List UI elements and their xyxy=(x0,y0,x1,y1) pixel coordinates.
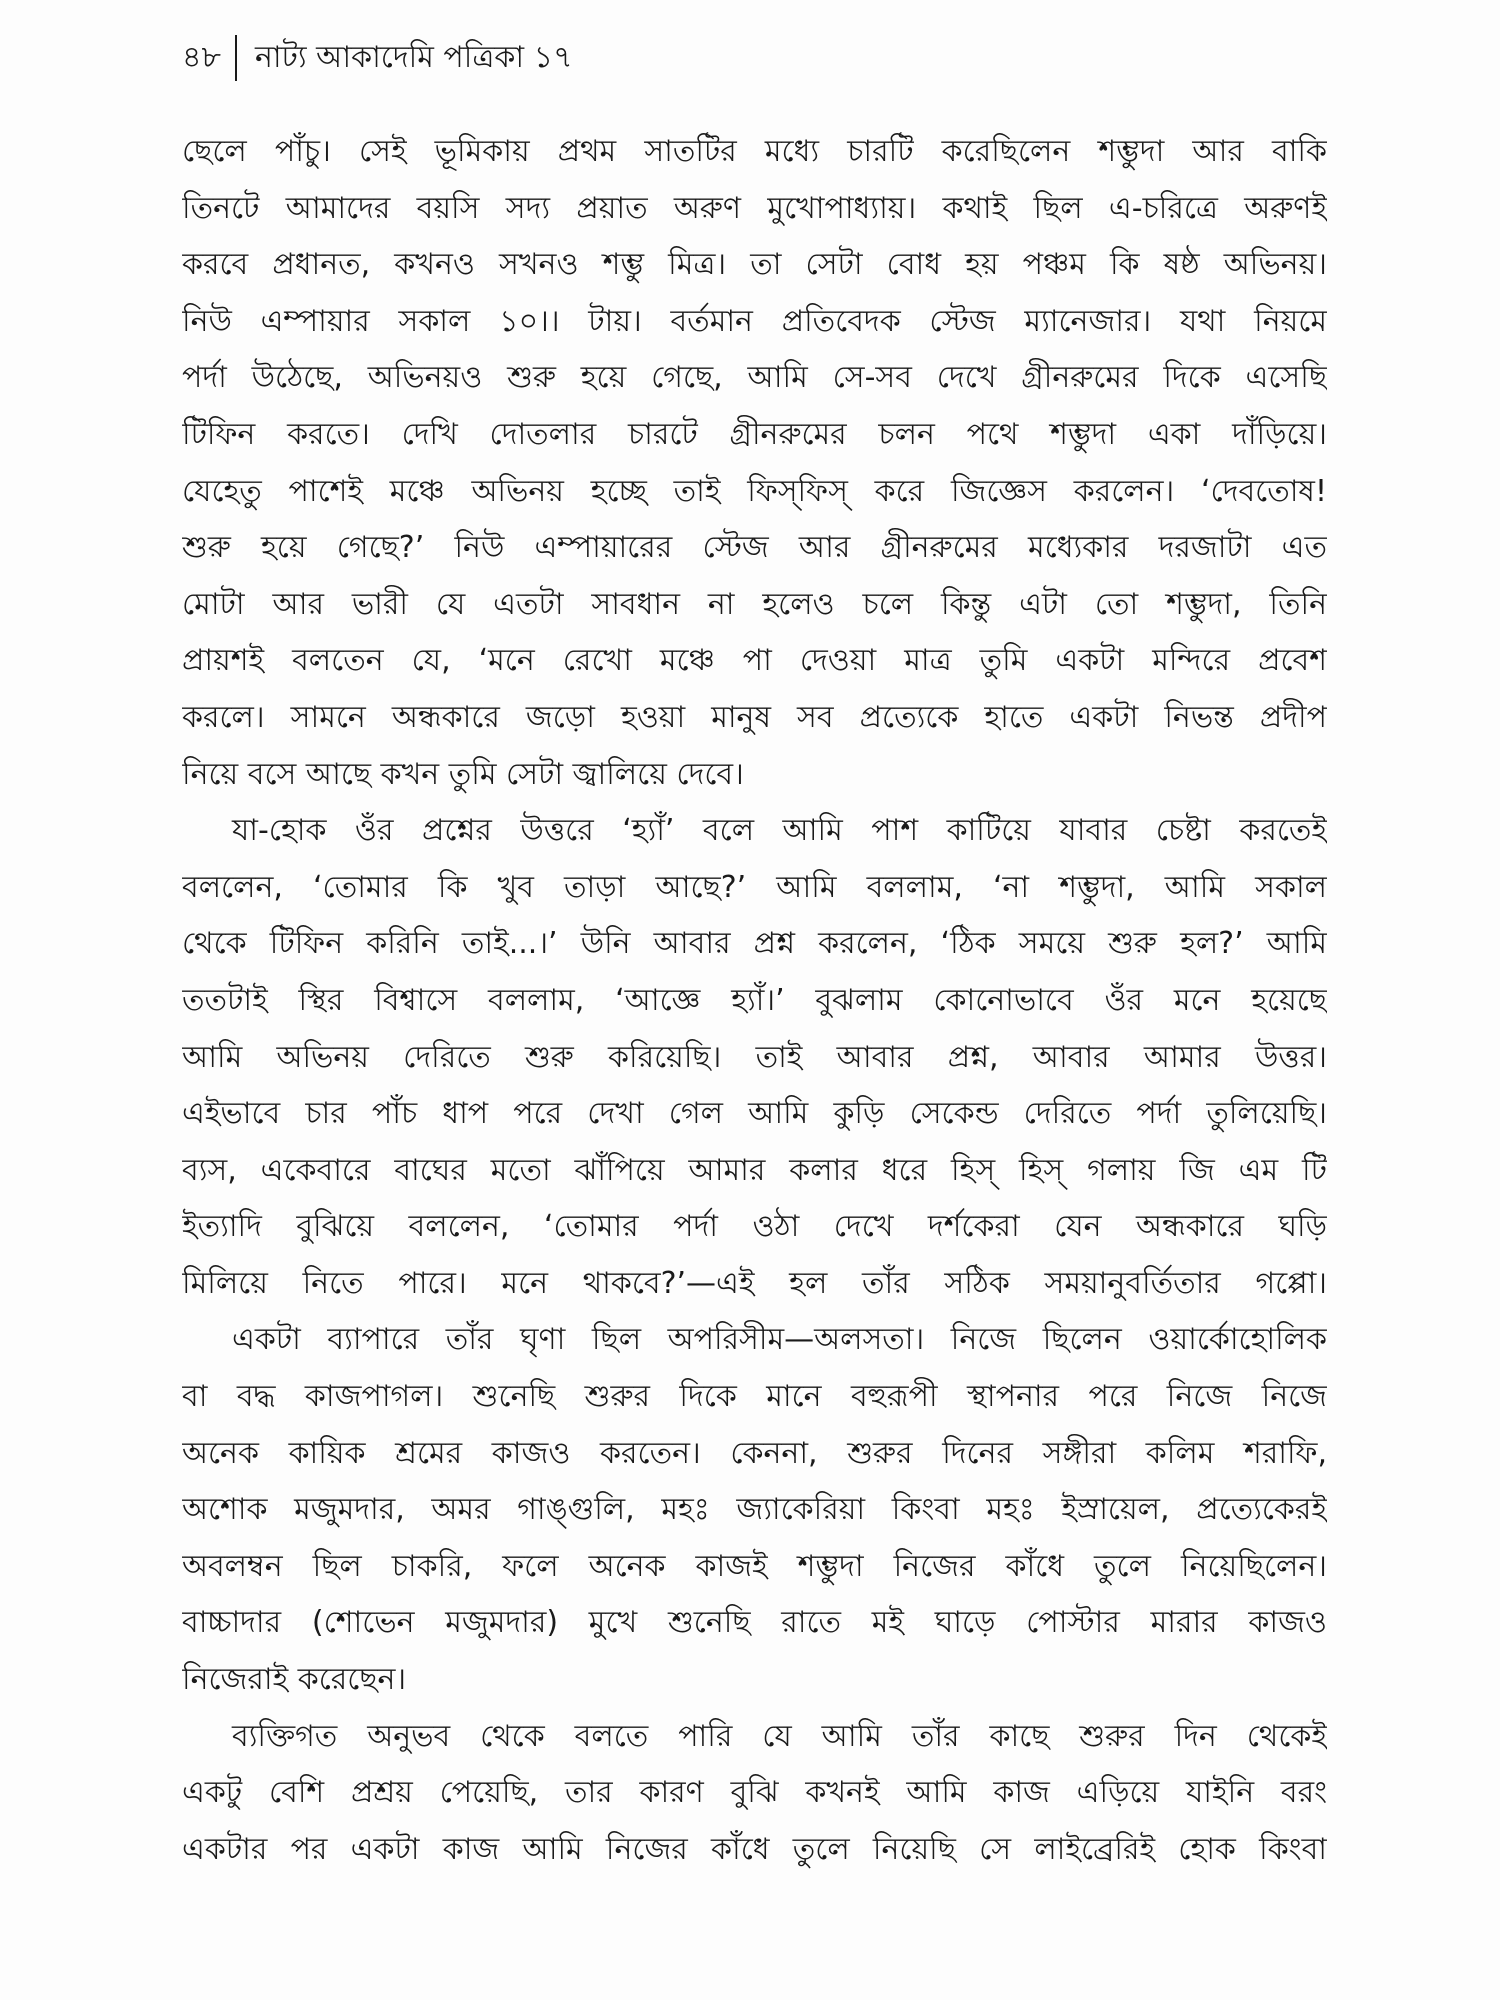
text-line: যা-হোক ওঁর প্রশ্নের উত্তরে ‘হ্যাঁ’ বলে আমি পাশ কাটিয়ে যাবার চেষ্টা করতেই xyxy=(232,813,1327,849)
text-line: নিউ এম্পায়ার সকাল ১০।। টায়। বর্তমান প্রতিবেদক স্টেজ ম্যানেজার। যথা নিয়মে xyxy=(182,303,1327,339)
text-line: অনেক কায়িক শ্রমের কাজও করতেন। কেননা, শুরুর দিনের সঙ্গীরা কলিম শরাফি, xyxy=(182,1435,1327,1471)
text-line: অবলম্বন ছিল চাকরি, ফলে অনেক কাজই শম্ভুদা নিজের কাঁধে তুলে নিয়েছিলেন। xyxy=(182,1548,1327,1584)
text-line: এইভাবে চার পাঁচ ধাপ পরে দেখা গেল আমি কুড়ি সেকেন্ড দেরিতে পর্দা তুলিয়েছি। xyxy=(182,1096,1327,1132)
text-line: বললেন, ‘তোমার কি খুব তাড়া আছে?’ আমি বললাম, ‘না শম্ভুদা, আমি সকাল xyxy=(182,869,1327,905)
text-line: আমি অভিনয় দেরিতে শুরু করিয়েছি। তাই আবার প্রশ্ন, আবার আমার উত্তর। xyxy=(182,1039,1327,1075)
text-line: প্রায়শই বলতেন যে, ‘মনে রেখো মঞ্চে পা দেওয়া মাত্র তুমি একটা মন্দিরে প্রবেশ xyxy=(182,643,1327,679)
text-line: ইত্যাদি বুঝিয়ে বললেন, ‘তোমার পর্দা ওঠা দেখে দর্শকেরা যেন অন্ধকারে ঘড়ি xyxy=(182,1209,1327,1245)
body-text xyxy=(182,124,1327,1878)
text-line: একটার পর একটা কাজ আমি নিজের কাঁধে তুলে নিয়েছি সে লাইব্রেরিই হোক কিংবা xyxy=(182,1831,1327,1867)
text-line: শুরু হয়ে গেছে?’ নিউ এম্পায়ারের স্টেজ আর গ্রীনরুমের মধ্যেকার দরজাটা এত xyxy=(182,530,1327,566)
text-line: থেকে টিফিন করিনি তাই...।’ উনি আবার প্রশ্ন করলেন, ‘ঠিক সময়ে শুরু হল?’ আমি xyxy=(182,926,1327,962)
text-line: তিনটে আমাদের বয়সি সদ্য প্রয়াত অরুণ মুখোপাধ্যায়। কথাই ছিল এ-চরিত্রে অরুণই xyxy=(182,190,1327,226)
text-line: একটা ব্যাপারে তাঁর ঘৃণা ছিল অপরিসীম—অলসতা। নিজে ছিলেন ওয়ার্কোহোলিক xyxy=(232,1322,1327,1358)
text-line: নিজেরাই করেছেন। xyxy=(182,1662,407,1698)
text-line: টিফিন করতে। দেখি দোতলার চারটে গ্রীনরুমের চলন পথে শম্ভুদা একা দাঁড়িয়ে। xyxy=(182,416,1327,452)
text-line: ছেলে পাঁচু। সেই ভূমিকায় প্রথম সাতটির মধ্যে চারটি করেছিলেন শম্ভুদা আর বাকি xyxy=(182,134,1327,169)
text-line: করবে প্রধানত, কখনও সখনও শম্ভু মিত্র। তা সেটা বোধ হয় পঞ্চম কি ষষ্ঠ অভিনয়। xyxy=(182,247,1327,283)
text-line: করলে। সামনে অন্ধকারে জড়ো হওয়া মানুষ সব প্রত্যেকে হাতে একটা নিভন্ত প্রদীপ xyxy=(182,699,1327,735)
text-line: পর্দা উঠেছে, অভিনয়ও শুরু হয়ে গেছে, আমি সে-সব দেখে গ্রীনরুমের দিকে এসেছি xyxy=(182,360,1327,396)
text-line: একটু বেশি প্রশ্রয় পেয়েছি, তার কারণ বুঝি কখনই আমি কাজ এড়িয়ে যাইনি বরং xyxy=(182,1775,1327,1811)
text-line: মিলিয়ে নিতে পারে। মনে থাকবে?’—এই হল তাঁর সঠিক সময়ানুবর্তিতার গপ্পো। xyxy=(182,1265,1327,1301)
text-line: ব্যক্তিগত অনুভব থেকে বলতে পারি যে আমি তাঁর কাছে শুরুর দিন থেকেই xyxy=(232,1718,1327,1754)
text-line: বাচ্চাদার (শোভেন মজুমদার) মুখে শুনেছি রাতে মই ঘাড়ে পোস্টার মারার কাজও xyxy=(182,1605,1327,1641)
journal-title: নাট্য আকাদেমি পত্রিকা ১৭ xyxy=(254,39,573,75)
text-line: নিয়ে বসে আছে কখন তুমি সেটা জ্বালিয়ে দেবে। xyxy=(182,756,744,792)
header-divider xyxy=(235,35,237,81)
text-line: ততটাই স্থির বিশ্বাসে বললাম, ‘আজ্ঞে হ্যাঁ।’ বুঝলাম কোনোভাবে ওঁর মনে হয়েছে xyxy=(182,982,1327,1018)
text-line: অশোক মজুমদার, অমর গাঙ্গুলি, মহঃ জ্যাকেরিয়া কিংবা মহঃ ইস্রায়েল, প্রত্যেকেরই xyxy=(182,1492,1327,1528)
text-line: ব্যস, একেবারে বাঘের মতো ঝাঁপিয়ে আমার কলার ধরে হিস্ হিস্ গলায় জি এম টি xyxy=(182,1152,1327,1188)
text-line: মোটা আর ভারী যে এতটা সাবধান না হলেও চলে কিন্তু এটা তো শম্ভুদা, তিনি xyxy=(182,586,1327,622)
text-line: বা বদ্ধ কাজপাগল। শুনেছি শুরুর দিকে মানে বহুরূপী স্থাপনার পরে নিজে নিজে xyxy=(182,1379,1327,1415)
page-number: ৪৮ xyxy=(182,39,221,75)
running-header xyxy=(182,30,573,86)
text-line: যেহেতু পাশেই মঞ্চে অভিনয় হচ্ছে তাই ফিস্‌ফিস্ করে জিজ্ঞেস করলেন। ‘দেবতোষ! xyxy=(182,473,1327,509)
